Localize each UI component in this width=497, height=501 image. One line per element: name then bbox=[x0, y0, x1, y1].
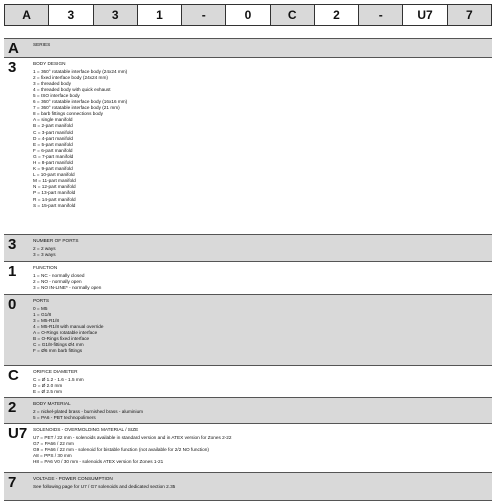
legend-row-option: 3 = 3 ways bbox=[33, 251, 56, 257]
legend-row-option: A8 = PPS / 30 mm bbox=[33, 452, 72, 458]
legend-row-content bbox=[33, 42, 488, 50]
legend-row-option: D = Ø 2.0 mm bbox=[33, 382, 63, 388]
legend-row-option: 5 = PA6 - PBT technopolimers bbox=[33, 414, 96, 420]
legend-row-option: F = Ø6 mm barb fittings bbox=[33, 348, 83, 354]
legend-row-option: G = 7-part manifold bbox=[33, 153, 74, 159]
legend-row-content bbox=[33, 427, 488, 465]
legend-row-option: C = G1/8-fittings Ø4 mm bbox=[33, 342, 84, 348]
legend-row-option: H8 = PA6 V0 / 30 mm - solenoids ATEX version for Zones 1-21 bbox=[33, 458, 164, 464]
legend-row-option: S = 15-part manifold bbox=[33, 202, 76, 208]
legend-row-option: 7 = 360° rotatable interface body (21 mm) bbox=[33, 105, 120, 111]
legend-row-title: SERIES bbox=[33, 42, 51, 47]
legend-row-option: 6 = 360° rotatable interface body (16x16 mm) bbox=[33, 99, 128, 105]
legend-row-option: K = 9-part manifold bbox=[33, 166, 73, 172]
code-bar-cell: 1 bbox=[138, 5, 182, 25]
legend-row-option: G7 = PA66 / 22 mm bbox=[33, 440, 74, 446]
legend-row bbox=[4, 423, 492, 472]
legend-row-title: BODY DESIGN bbox=[33, 61, 66, 66]
legend-row-title: BODY MATERIAL bbox=[33, 401, 71, 406]
legend-row-code: U7 bbox=[8, 425, 28, 442]
legend-row-title: ORIFICE DIAMETER bbox=[33, 369, 78, 374]
part-code-bar bbox=[4, 4, 492, 26]
legend-row-option: P = 13-part manifold bbox=[33, 190, 76, 196]
legend-row-option: C = Ø 1.2 - 1.6 - 1.5 mm bbox=[33, 376, 84, 382]
legend-row bbox=[4, 294, 492, 365]
legend-row-option: 2 = 2 ways bbox=[33, 245, 56, 251]
code-bar-cell: C bbox=[271, 5, 315, 25]
legend-row-option: 4 = threaded body with quick exhaust bbox=[33, 86, 111, 92]
code-bar-cell: 3 bbox=[49, 5, 93, 25]
legend-row-option: B = O-Rings fixed interface bbox=[33, 336, 90, 342]
legend-row-option: 2 = NO - normally open bbox=[33, 278, 82, 284]
legend-row-code: C bbox=[8, 367, 19, 384]
legend-row-title: VOLTAGE - POWER CONSUMPTION bbox=[33, 476, 113, 481]
legend-row-option: 3 = threaded body bbox=[33, 80, 71, 86]
legend-row-content bbox=[33, 476, 488, 490]
legend-row-code: 7 bbox=[8, 474, 17, 491]
legend-row-option: 1 = 360° rotatable interface body (24x24 mm) bbox=[33, 68, 128, 74]
legend-row-code: 2 bbox=[8, 399, 17, 416]
legend-row-option: E = Ø 2.5 mm bbox=[33, 388, 63, 394]
legend-row-option: 0 = M5 bbox=[33, 305, 48, 311]
code-bar-cell: U7 bbox=[403, 5, 447, 25]
legend-row bbox=[4, 397, 492, 423]
legend-row-content bbox=[33, 61, 488, 209]
code-bar-cell: A bbox=[5, 5, 49, 25]
legend-row-option: 2 = nickel-plated brass - burnished brass - aluminium bbox=[33, 408, 144, 414]
legend-row bbox=[4, 57, 492, 234]
legend-row-content bbox=[33, 401, 488, 421]
legend-row-content bbox=[33, 298, 488, 354]
legend-row bbox=[4, 365, 492, 397]
legend-row-option: R = 14-part manifold bbox=[33, 196, 76, 202]
legend-row-option: A = O-Rings rotatable interface bbox=[33, 329, 98, 335]
legend-row bbox=[4, 234, 492, 261]
legend-row-code: 0 bbox=[8, 296, 17, 313]
code-bar-cell: - bbox=[182, 5, 226, 25]
legend-row-content bbox=[33, 369, 488, 395]
legend-row-code: 3 bbox=[8, 236, 17, 253]
legend-row-option: 4 = M5-R1/8 with manual override bbox=[33, 323, 104, 329]
legend-row-option: G9 = PA66 / 22 mm - solenoid for bistable function (not available for 2/2 NO function) bbox=[33, 446, 209, 452]
legend-row-option: E = 5-part manifold bbox=[33, 141, 73, 147]
legend-row-title: SOLENOIDS - OVERMOLDING MATERIAL / SIZE bbox=[33, 427, 139, 432]
legend-row bbox=[4, 38, 492, 57]
legend-row-option: 1 = G1/8 bbox=[33, 311, 52, 317]
legend-row-option: B = 2-part manifold bbox=[33, 123, 73, 129]
legend-row-option: 1 = NC - normally closed bbox=[33, 272, 85, 278]
legend-row-title: NUMBER OF PORTS bbox=[33, 238, 79, 243]
legend-row bbox=[4, 472, 492, 500]
code-bar-cell: 2 bbox=[315, 5, 359, 25]
code-bar-cell: - bbox=[359, 5, 403, 25]
legend-row-option: H = 8-part manifold bbox=[33, 160, 73, 165]
legend-row-title: FUNCTION bbox=[33, 265, 58, 270]
legend-row-option: A = single manifold bbox=[33, 117, 73, 123]
legend-row-option: 2 = fixed interface body (24x24 mm) bbox=[33, 74, 108, 80]
legend-row-option: N = 12-part manifold bbox=[33, 184, 76, 190]
legend-row-content bbox=[33, 238, 488, 258]
code-bar-cell: 7 bbox=[448, 5, 491, 25]
legend-row-option: U7 = PET / 22 mm - solenoids available in standard version and in ATEX version for Zones 2-22 bbox=[33, 434, 232, 440]
legend-row-option: D = 4-part manifold bbox=[33, 135, 73, 141]
legend-row-option: 3 = M5-R1/8 bbox=[33, 317, 59, 323]
legend-row-option: 3 = NO IN-LINE* - normally open bbox=[33, 284, 102, 290]
legend-row-option: 5 = ISO interface body bbox=[33, 92, 80, 98]
legend-row-code: 3 bbox=[8, 59, 17, 76]
legend-row-option: See following page for U7 / G7 solenoids and dedicated section 2.35 bbox=[33, 483, 176, 489]
legend-row-code: 1 bbox=[8, 263, 17, 280]
legend-row-option: C = 3-part manifold bbox=[33, 129, 73, 135]
legend-row-title: PORTS bbox=[33, 298, 50, 303]
legend-row-content bbox=[33, 265, 488, 291]
legend-row-option: M = 11-part manifold bbox=[33, 178, 76, 184]
legend-row-code: A bbox=[8, 40, 19, 57]
legend-row-option: L = 10-part manifold bbox=[33, 172, 75, 178]
code-bar-cell: 3 bbox=[94, 5, 138, 25]
code-bar-cell: 0 bbox=[226, 5, 270, 25]
legend-row-option: 8 = barb fittings connections body bbox=[33, 111, 103, 117]
legend-row-option: F = 6-part manifold bbox=[33, 147, 73, 153]
legend-row bbox=[4, 261, 492, 294]
